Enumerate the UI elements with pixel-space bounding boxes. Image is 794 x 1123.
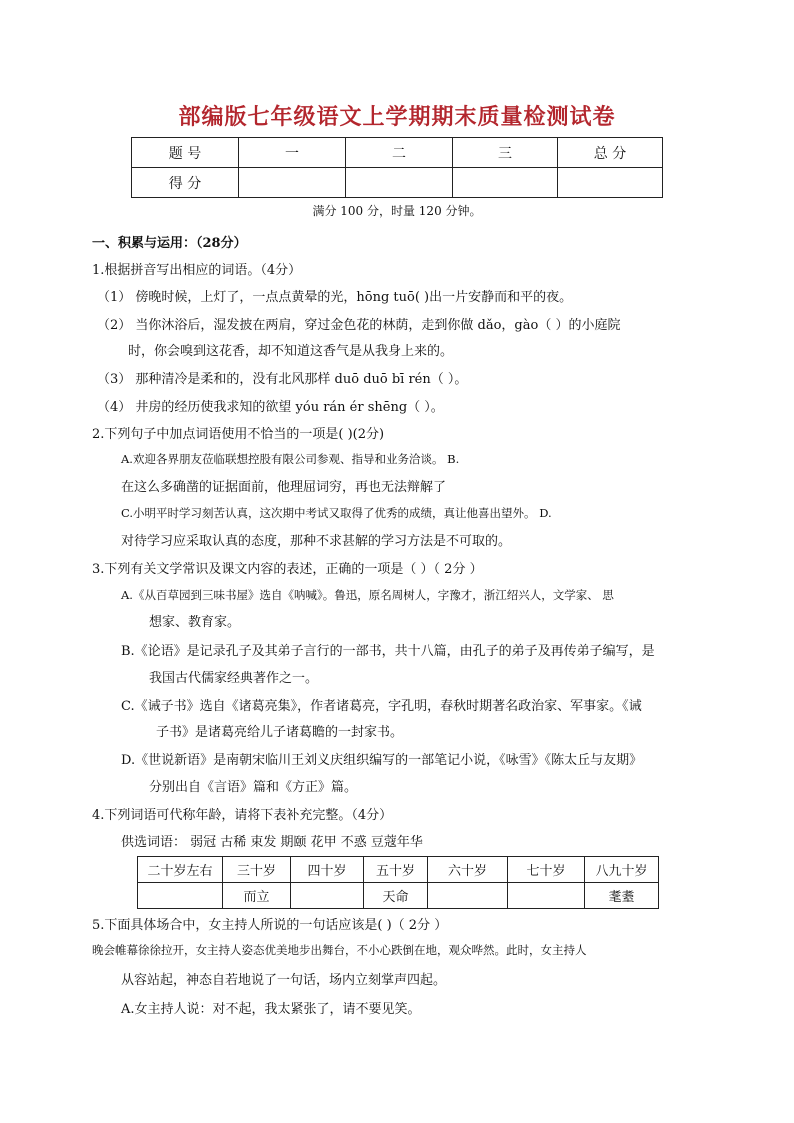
q2-option: 对待学习应采取认真的态度，那种不求甚解的学习方法是不可取的。: [121, 534, 512, 549]
age-answer-cell[interactable]: [428, 883, 508, 909]
age-header-cell: 六十岁: [428, 857, 508, 883]
score-header-cell: 题 号: [132, 138, 239, 168]
age-header-cell: 七十岁: [508, 857, 585, 883]
age-answer-cell[interactable]: [138, 883, 223, 909]
age-header-cell: 五十岁: [364, 857, 428, 883]
score-header-cell: 三: [453, 138, 558, 168]
q2-option: C.小明平时学习刻苦认真，这次期中考试又取得了优秀的成绩，真让他喜出望外。 D.: [121, 506, 552, 520]
q3-option: 分别出自《言语》篇和《方正》篇。: [149, 780, 358, 795]
q3-option: 想家、教育家。: [149, 615, 241, 630]
score-header-cell: 二: [346, 138, 453, 168]
page-title: 部编版七年级语文上学期期末质量检测试卷: [178, 104, 616, 130]
q3-option: D.《世说新语》是南朝宋临川王刘义庆组织编写的一部笔记小说，《咏雪》《陈太丘与友期》: [121, 753, 643, 768]
q5-option: A.女主持人说：对不起，我太紧张了，请不要见笑。: [121, 1002, 421, 1017]
score-input-cell[interactable]: [346, 168, 453, 198]
q1-item: 时，你会嗅到这花香，却不知道这香气是从我身上来的。: [128, 344, 454, 359]
q5-text: 从容站起，神态自若地说了一句话，场内立刻掌声四起。: [121, 973, 447, 988]
q2-option: 在这么多确凿的证据面前，他理屈词穷，再也无法辩解了: [121, 480, 447, 495]
q3-stem: 3.下列有关文学常识及课文内容的表述，正确的一项是（ ）（ 2分 ）: [92, 562, 483, 577]
exam-note: 满分 100 分，时量 120 分钟。: [312, 204, 482, 218]
q1-item: （4） 井房的经历使我求知的欲望 yóu rán ér shēng（ ）。: [97, 400, 444, 415]
q1-stem: 1.根据拼音写出相应的词语。（4分）: [92, 263, 302, 278]
q3-option: B.《论语》是记录孔子及其弟子言行的一部书，共十八篇，由孔子的弟子及再传弟子编写，是: [121, 644, 655, 659]
age-answer-cell[interactable]: 而立: [223, 883, 291, 909]
age-table: [137, 856, 659, 909]
q1-item: （2） 当你沐浴后，湿发披在两肩，穿过金色花的林荫，走到你做 dǎo，gào（ ）的小庭院: [97, 318, 621, 333]
q2-option: A.欢迎各界朋友莅临联想控股有限公司参观、指导和业务洽谈。 B.: [121, 452, 460, 466]
q3-option: C.《诫子书》选自《诸葛亮集》，作者诸葛亮，字孔明，春秋时期著名政治家、军事家。《诫: [121, 699, 642, 714]
score-row-label: 得 分: [132, 168, 239, 198]
age-header-cell: 三十岁: [223, 857, 291, 883]
q5-text: 晚会帷幕徐徐拉开，女主持人姿态优美地步出舞台，不小心跌倒在地，观众哗然。此时，女主持人: [92, 943, 587, 957]
q1-item: （3） 那种清冷是柔和的，没有北风那样 duō duō bī rén（ ）。: [97, 372, 468, 387]
age-header-cell: 二十岁左右: [138, 857, 223, 883]
score-input-cell[interactable]: [453, 168, 558, 198]
score-input-cell[interactable]: [558, 168, 663, 198]
age-answer-cell[interactable]: 天命: [364, 883, 428, 909]
q3-option: A.《从百草园到三味书屋》选自《呐喊》。鲁迅，原名周树人，字豫才，浙江绍兴人，文学家、 思: [121, 588, 614, 602]
age-header-cell: 八九十岁: [585, 857, 659, 883]
score-input-cell[interactable]: [239, 168, 346, 198]
q2-stem: 2.下列句子中加点词语使用不恰当的一项是( )(2分): [92, 427, 385, 442]
q1-item: （1） 傍晚时候，上灯了，一点点黄晕的光，hōng tuō( )出一片安静而和平的夜。: [97, 290, 573, 305]
score-header-cell: 总 分: [558, 138, 663, 168]
age-answer-cell[interactable]: [291, 883, 364, 909]
score-header-cell: 一: [239, 138, 346, 168]
q3-option: 我国古代儒家经典著作之一。: [149, 671, 319, 686]
q5-stem: 5.下面具体场合中，女主持人所说的一句话应该是( )（ 2分 ）: [92, 918, 448, 933]
age-answer-cell[interactable]: 耄耋: [585, 883, 659, 909]
q4-stem: 4.下列词语可代称年龄，请将下表补充完整。（4分）: [92, 808, 393, 823]
section-heading: 一、积累与运用：（28分）: [92, 236, 247, 251]
score-table: [131, 137, 663, 198]
age-header-cell: 四十岁: [291, 857, 364, 883]
age-answer-cell[interactable]: [508, 883, 585, 909]
q3-option: 子书》是诸葛亮给儿子诸葛瞻的一封家书。: [156, 725, 404, 740]
q4-options: 供选词语： 弱冠 古稀 束发 期颐 花甲 不惑 豆蔻年华: [121, 835, 423, 850]
